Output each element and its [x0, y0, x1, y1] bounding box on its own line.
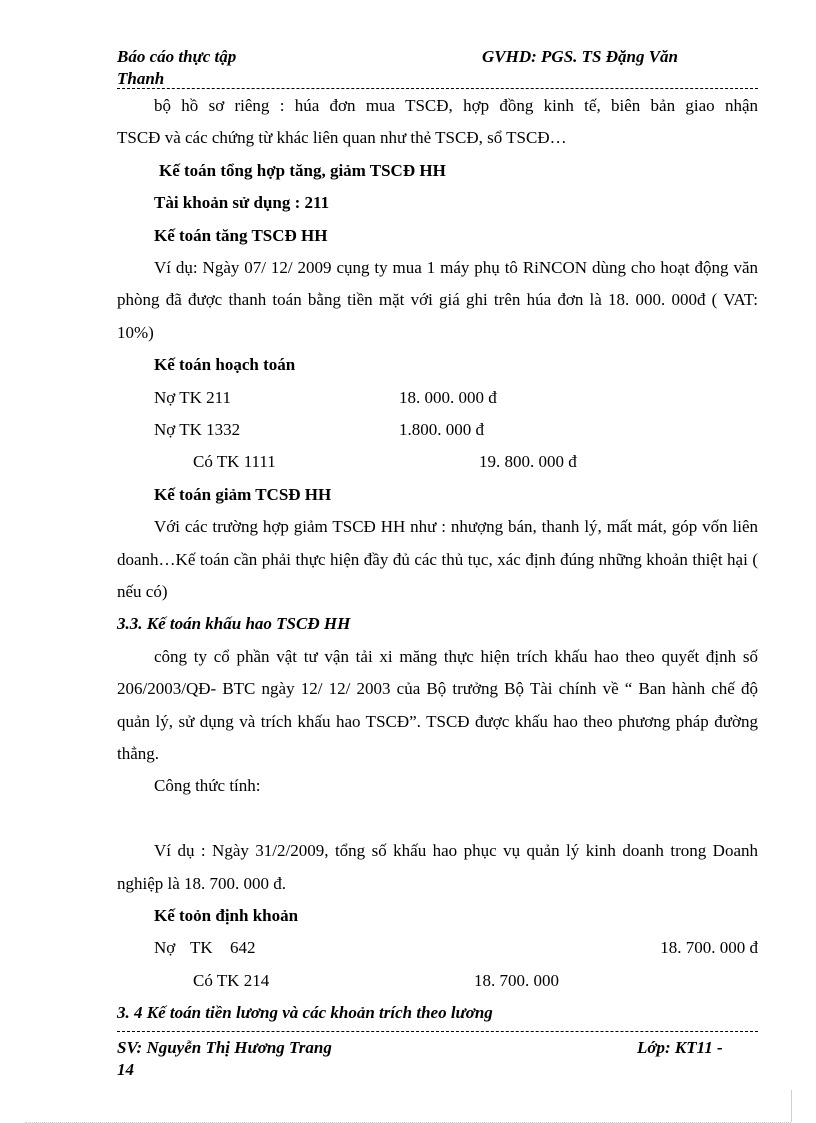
- entry-account: Có TK 1111: [193, 452, 276, 472]
- paragraph-example-2: Ví dụ : Ngày 31/2/2009, tổng số khấu hao phục vụ quản lý kinh doanh trong Doanh nghiệp là 18. 700. 000 đ.: [117, 841, 758, 893]
- paragraph-cong-thuc: Công thức tính:: [154, 776, 261, 796]
- heading-tong-hop: Kế toán tổng hợp tăng, giảm TSCĐ HH: [159, 160, 446, 180]
- entry-amount: 1.800. 000 đ: [399, 420, 484, 440]
- heading-tang: Kế toán tăng TSCĐ HH: [154, 225, 328, 245]
- header-rule: [117, 88, 758, 89]
- paragraph-khau-hao: công ty cổ phần vật tư vận tải xi măng thực hiện trích khấu hao theo quyết định số 206/2003/QĐ- BTC ngày 12/ 12/ 2003 của Bộ trưởng Bộ Tài chính về “ Ban hành chế độ quản lý, sử dụng và trích khấu hao TSCĐ”. TSCĐ được khấu hao theo phương pháp đường thẳng.: [117, 646, 758, 764]
- paragraph-line: bộ hồ sơ riêng : húa đơn mua TSCĐ, hợp đồng kinh tế, biên bản giao nhận: [154, 96, 758, 115]
- footer-student-name: SV: Nguyễn Thị Hương Trang: [117, 1038, 332, 1057]
- entry-debit-number: 642: [230, 938, 256, 958]
- entry-debit-label: Nợ: [154, 938, 176, 958]
- footer-rule: [117, 1031, 758, 1032]
- entry-row: [117, 932, 758, 964]
- entry-row: [117, 382, 758, 414]
- section-heading-3-3: 3.3. Kế toán khấu hao TSCĐ HH: [117, 614, 351, 634]
- footer-class-wrap: 14: [117, 1060, 134, 1079]
- page-corner-mark: [791, 1090, 792, 1122]
- header-report-title: Báo cáo thực tập: [117, 47, 237, 66]
- document-body: [117, 90, 758, 1030]
- entry-amount: 19. 800. 000 đ: [479, 452, 577, 472]
- entry-row: [117, 965, 758, 997]
- footer-class: Lớp: KT11 -: [637, 1038, 723, 1057]
- entry-row: [117, 414, 758, 446]
- heading-giam: Kế toán giảm TCSĐ HH: [154, 484, 332, 504]
- paragraph-giam: Với các trường hợp giảm TSCĐ HH như : nhượng bán, thanh lý, mất mát, góp vốn liên doanh…Kế toán cần phải thực hiện đầy đủ các thủ tục, xác định đúng những khoản thiệt hại ( nếu có): [117, 517, 758, 602]
- entry-credit-account: Có TK 214: [193, 970, 270, 990]
- heading-dinh-khoan: Kế toỏn định khoản: [154, 906, 299, 926]
- paragraph-line: TSCĐ và các chứng từ khác liên quan như thẻ TSCĐ, sổ TSCĐ…: [117, 128, 567, 148]
- formula-space: [117, 803, 758, 835]
- section-heading-3-4: 3. 4 Kế toán tiền lương và các khoản trích theo lương: [117, 1003, 493, 1023]
- entry-account: Nợ TK 1332: [154, 420, 241, 440]
- heading-tai-khoan: Tài khoản sử dụng : 211: [154, 193, 330, 213]
- entry-amount: 18. 000. 000 đ: [399, 387, 497, 407]
- heading-hoach-toan: Kế toán hoạch toán: [154, 355, 296, 375]
- entry-debit-amount: 18. 700. 000 đ: [660, 938, 758, 958]
- entry-credit-amount: 18. 700. 000: [474, 970, 559, 990]
- entry-account: Nợ TK 211: [154, 387, 231, 407]
- header-supervisor: GVHD: PGS. TS Đặng Văn: [482, 47, 679, 66]
- header-supervisor-wrap: Thanh: [117, 69, 165, 88]
- paragraph-example-1: Ví dụ: Ngày 07/ 12/ 2009 cụng ty mua 1 máy phụ tô RiNCON dùng cho hoạt động văn phòng đã được thanh toán bằng tiền mặt với giá ghi trên húa đơn là 18. 000. 000đ ( VAT: 10%): [117, 258, 758, 342]
- entry-row: [117, 446, 758, 478]
- entry-debit-tk: TK: [190, 938, 213, 958]
